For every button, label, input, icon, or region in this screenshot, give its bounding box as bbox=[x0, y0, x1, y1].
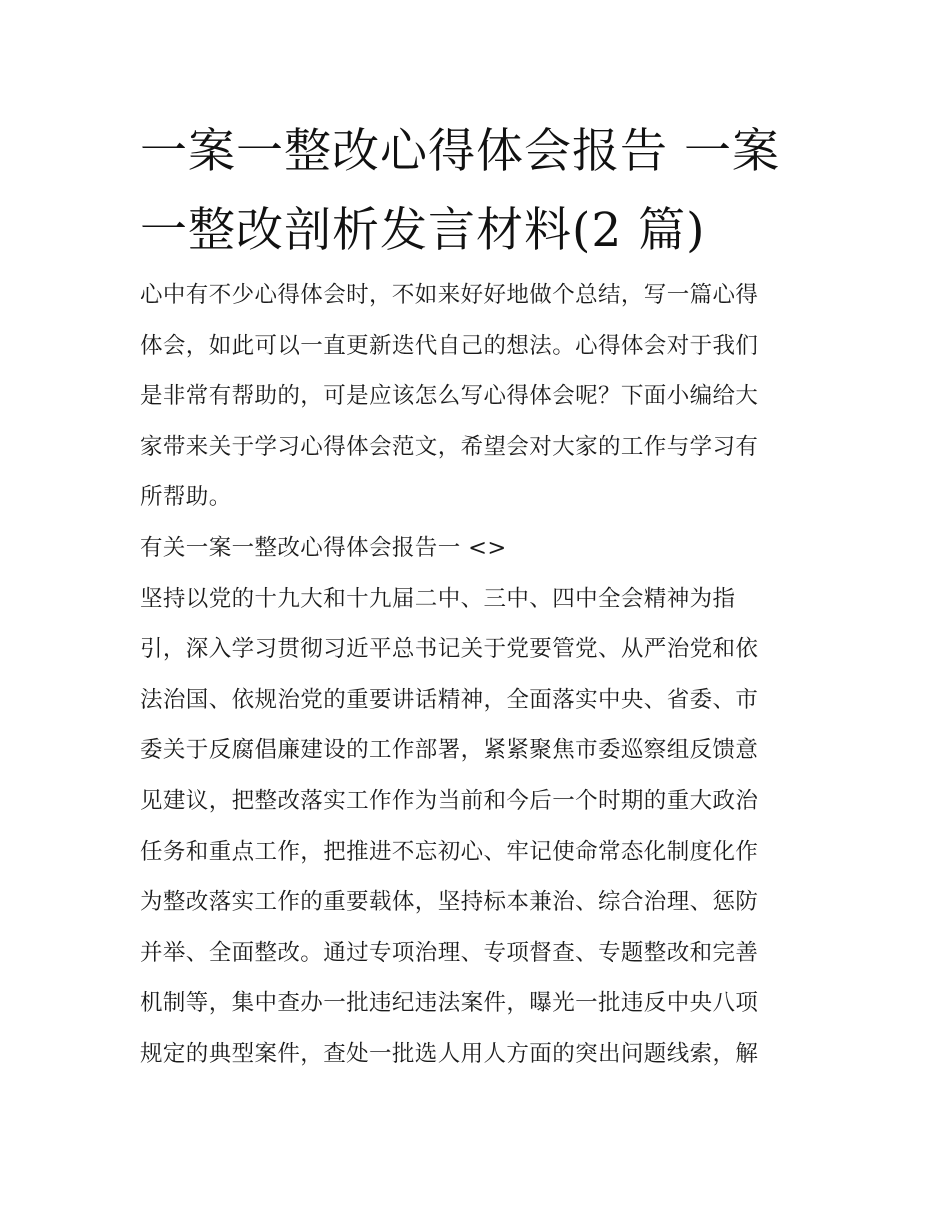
body-line: 机制等，集中查办一批违纪违法案件，曝光一批违反中央八项 bbox=[140, 990, 759, 1017]
intro-line: 家带来关于学习心得体会范文，希望会对大家的工作与学习有 bbox=[140, 433, 759, 460]
body-line: 委关于反腐倡廉建设的工作部署，紧紧聚焦市委巡察组反馈意 bbox=[140, 737, 759, 764]
intro-line: 体会，如此可以一直更新迭代自己的想法。心得体会对于我们 bbox=[140, 332, 759, 359]
body-line: 为整改落实工作的重要载体，坚持标本兼治、综合治理、惩防 bbox=[140, 889, 759, 916]
body-line: 任务和重点工作，把推进不忘初心、牢记使命常态化制度化作 bbox=[140, 838, 759, 865]
section-heading: 有关一案一整改心得体会报告一 <> bbox=[140, 534, 507, 561]
body-line: 见建议，把整改落实工作作为当前和今后一个时期的重大政治 bbox=[140, 787, 759, 814]
document-title bbox=[140, 112, 812, 270]
document-page bbox=[140, 112, 812, 1080]
body-line: 并举、全面整改。通过专项治理、专项督查、专题整改和完善 bbox=[140, 939, 759, 966]
body-line: 法治国、依规治党的重要讲话精神，全面落实中央、省委、市 bbox=[140, 686, 759, 713]
body-line: 坚持以党的十九大和十九届二中、三中、四中全会精神为指 bbox=[140, 585, 736, 612]
intro-paragraph bbox=[140, 270, 812, 523]
body-line: 规定的典型案件，查处一批选人用人方面的突出问题线索，解 bbox=[140, 1040, 759, 1067]
title-line-2-text: 一整改剖析发言材料(2 篇) bbox=[140, 203, 706, 258]
intro-line: 是非常有帮助的，可是应该怎么写心得体会呢？下面小编给大 bbox=[140, 383, 759, 410]
title-line-2 bbox=[140, 191, 812, 270]
body-paragraph bbox=[140, 574, 812, 1080]
title-line-1: 一案一整改心得体会报告 一案 bbox=[140, 124, 780, 179]
intro-line: 所帮助。 bbox=[140, 484, 232, 511]
intro-line: 心中有不少心得体会时，不如来好好地做个总结，写一篇心得 bbox=[140, 282, 759, 308]
body-line: 引，深入学习贯彻习近平总书记关于党要管党、从严治党和依 bbox=[140, 636, 759, 663]
